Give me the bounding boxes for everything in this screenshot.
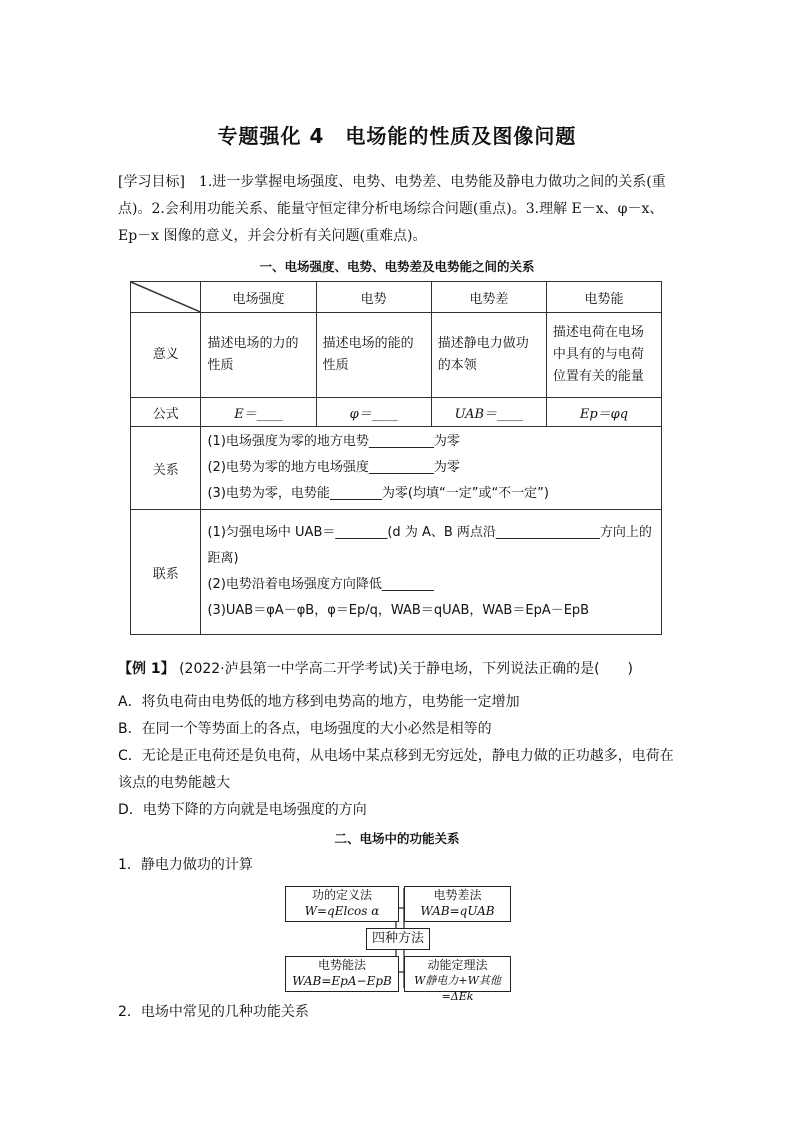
- formula-cell: E＝____: [201, 398, 316, 427]
- formula-cell: Ep＝φq: [546, 398, 661, 427]
- link-line: (2)电势沿着电场强度方向降低________: [207, 577, 434, 592]
- link-label: 联系: [131, 510, 201, 635]
- method-potential-difference-box: [404, 886, 511, 922]
- option-a: A．将负电荷由电势低的地方移到电势高的地方，电势能一定增加: [118, 694, 520, 710]
- diagonal-corner-cell: [131, 282, 201, 313]
- meaning-label: 意义: [131, 313, 201, 398]
- meaning-cell: 描述电场的能的性质: [316, 313, 431, 398]
- method-formula: WAB=qUAB: [420, 904, 495, 918]
- relation-row: [131, 427, 662, 510]
- meaning-cell: 描述电场的力的性质: [201, 313, 316, 398]
- header-potential: 电势: [316, 282, 431, 313]
- table-header-row: [131, 282, 662, 313]
- method-title: 功的定义法: [311, 888, 372, 902]
- method-title: 电势差法: [433, 888, 482, 902]
- header-potential-energy: 电势能: [546, 282, 661, 313]
- link-cell: [201, 510, 662, 635]
- link-row: [131, 510, 662, 635]
- objectives-label: [学习目标]: [118, 174, 185, 190]
- method-formula: WAB=EpA−EpB: [292, 974, 392, 988]
- header-field-strength: 电场强度: [201, 282, 316, 313]
- example-question: [118, 656, 683, 683]
- link-line: (1)匀强电场中 UAB＝________(d 为 A、B 两点沿________________方向上的距离): [207, 525, 652, 566]
- learning-objectives: [118, 169, 678, 250]
- meaning-cell: 描述电荷在电场中具有的与电荷位置有关的能量: [546, 313, 661, 398]
- method-kinetic-energy-box: [404, 956, 511, 1003]
- item-1: 1．静电力做功的计算: [118, 857, 253, 873]
- header-potential-difference: 电势差: [431, 282, 546, 313]
- formula-cell: UAB＝____: [431, 398, 546, 427]
- method-formula: W=qElcos α: [304, 904, 380, 918]
- method-title: 电势能法: [317, 958, 366, 972]
- method-definition-box: [285, 886, 399, 922]
- item-2: 2．电场中常见的几种功能关系: [118, 1004, 309, 1020]
- formula-cell: φ＝____: [316, 398, 431, 427]
- relations-table: [130, 281, 662, 635]
- section-heading-1: 一、电场强度、电势、电势差及电势能之间的关系: [259, 259, 535, 274]
- option-c: C．无论是正电荷还是负电荷，从电场中某点移到无穷远处，静电力做的正功越多，电荷在该点的电势能越大: [118, 748, 674, 791]
- example-stem: (2022·泸县第一中学高二开学考试)关于静电场，下列说法正确的是( ): [179, 661, 634, 677]
- page-title: 专题强化 4 电场能的性质及图像问题: [217, 124, 577, 148]
- relation-line: (2)电势为零的地方电场强度__________为零: [207, 460, 460, 475]
- option-d: D．电势下降的方向就是电场强度的方向: [118, 802, 367, 818]
- method-formula: W静电力+W其他=ΔEk: [414, 974, 501, 1003]
- meaning-row: [131, 313, 662, 398]
- relation-line: (1)电场强度为零的地方电势__________为零: [207, 434, 460, 449]
- example-label: 【例 1】: [118, 661, 175, 677]
- method-potential-energy-box: [285, 956, 399, 992]
- formula-row: [131, 398, 662, 427]
- method-title: 动能定理法: [427, 958, 488, 972]
- relation-cell: [201, 427, 662, 510]
- relation-label: 关系: [131, 427, 201, 510]
- section-heading-2: 二、电场中的功能关系: [334, 831, 460, 846]
- meaning-cell: 描述静电力做功的本领: [431, 313, 546, 398]
- link-line: (3)UAB＝φA－φB，φ＝Ep/q，WAB＝qUAB，WAB＝EpA－EpB: [207, 603, 590, 618]
- method-center-box: 四种方法: [366, 928, 430, 950]
- option-b: B．在同一个等势面上的各点，电场强度的大小必然是相等的: [118, 721, 492, 737]
- formula-label: 公式: [131, 398, 201, 427]
- objectives-text: 1.进一步掌握电场强度、电势、电势差、电势能及静电力做功之间的关系(重点)。2.会利用功能关系、能量守恒定律分析电场综合问题(重点)。3.理解 E－x、φ－x、Ep－x 图像的意义，并会分析有关问题(重难点)。: [118, 174, 666, 244]
- relation-line: (3)电势为零，电势能________为零(均填“一定”或“不一定”): [207, 486, 549, 501]
